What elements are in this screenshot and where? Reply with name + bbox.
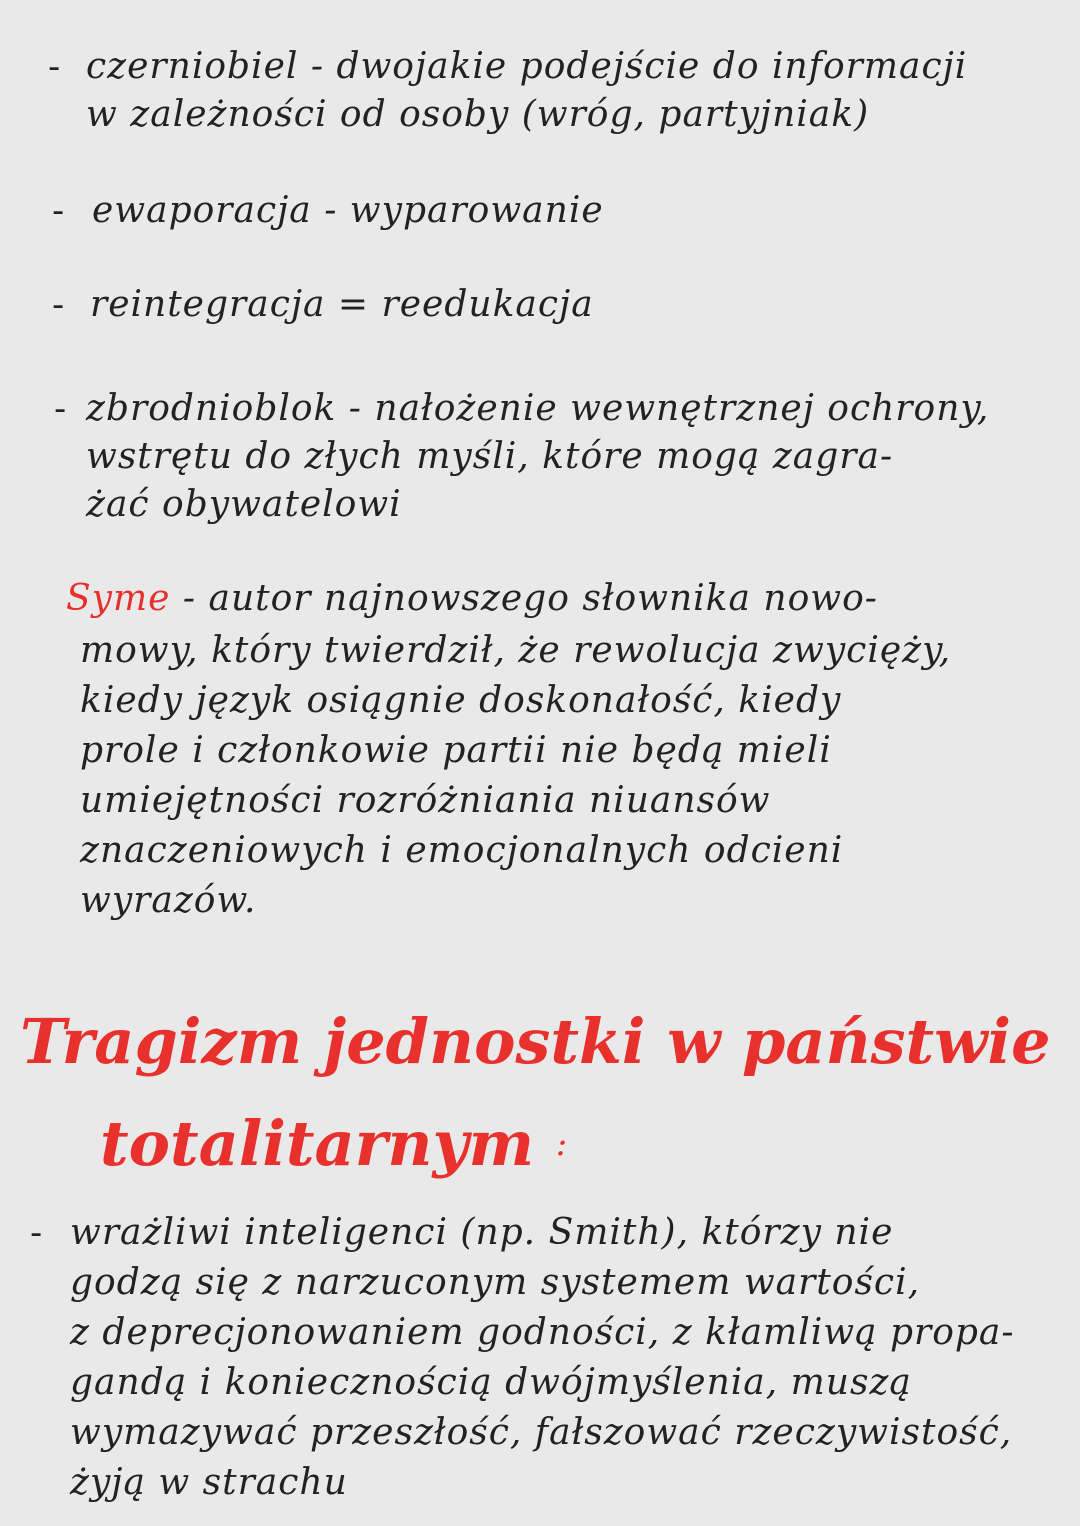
section-heading-colon: : [555, 1124, 568, 1164]
section-heading-word: totalitarnym [100, 1107, 535, 1180]
note-syme-line-1 [66, 578, 878, 620]
note-syme-line-3: kiedy język osiągnie doskonałość, kiedy [80, 680, 842, 721]
bullet-dash: - [52, 191, 65, 231]
tragizm-line-3: z deprecjonowaniem godności, z kłamliwą propa- [70, 1312, 1015, 1353]
tragizm-line-6: żyją w strachu [70, 1462, 348, 1503]
note-zbrodnioblok-line-3: żać obywatelowi [86, 484, 402, 525]
note-syme-line-7: wyrazów. [80, 880, 257, 921]
note-syme-line-4: prole i członkowie partii nie będą mieli [80, 730, 832, 771]
tragizm-line-4: gandą i koniecznością dwójmyślenia, muszą [70, 1362, 912, 1403]
note-reintegracja: reintegracja = reedukacja [90, 284, 594, 325]
note-ewaporacja: ewaporacja - wyparowanie [92, 190, 604, 231]
bullet-dash: - [54, 389, 67, 429]
syme-name: Syme [66, 578, 171, 619]
note-syme-line-6: znaczeniowych i emocjonalnych odcieni [80, 830, 844, 871]
note-czerniobiel-line-2: w zależności od osoby (wróg, partyjniak) [86, 94, 870, 135]
bullet-dash: - [48, 47, 61, 87]
section-heading-line-2 [100, 1108, 567, 1180]
note-czerniobiel-line-1: czerniobiel - dwojakie podejście do informacji [86, 46, 968, 87]
note-syme-line-5: umiejętności rozróżniania niuansów [80, 780, 771, 821]
note-zbrodnioblok-line-1: zbrodnioblok - nałożenie wewnętrznej ochrony, [86, 388, 990, 429]
section-heading-line-1: Tragizm jednostki w państwie [20, 1005, 1051, 1078]
note-syme-line-2: mowy, który twierdził, że rewolucja zwycięży, [80, 630, 952, 671]
note-zbrodnioblok-line-2: wstrętu do złych myśli, które mogą zagra- [86, 436, 894, 477]
tragizm-line-1: wrażliwi inteligenci (np. Smith), którzy nie [70, 1212, 894, 1253]
bullet-dash: - [52, 285, 65, 325]
bullet-dash: - [30, 1213, 43, 1253]
tragizm-line-5: wymazywać przeszłość, fałszować rzeczywistość, [70, 1412, 1013, 1453]
tragizm-line-2: godzą się z narzuconym systemem wartości, [70, 1262, 921, 1303]
syme-definition-start: - autor najnowszego słownika nowo- [170, 578, 878, 619]
